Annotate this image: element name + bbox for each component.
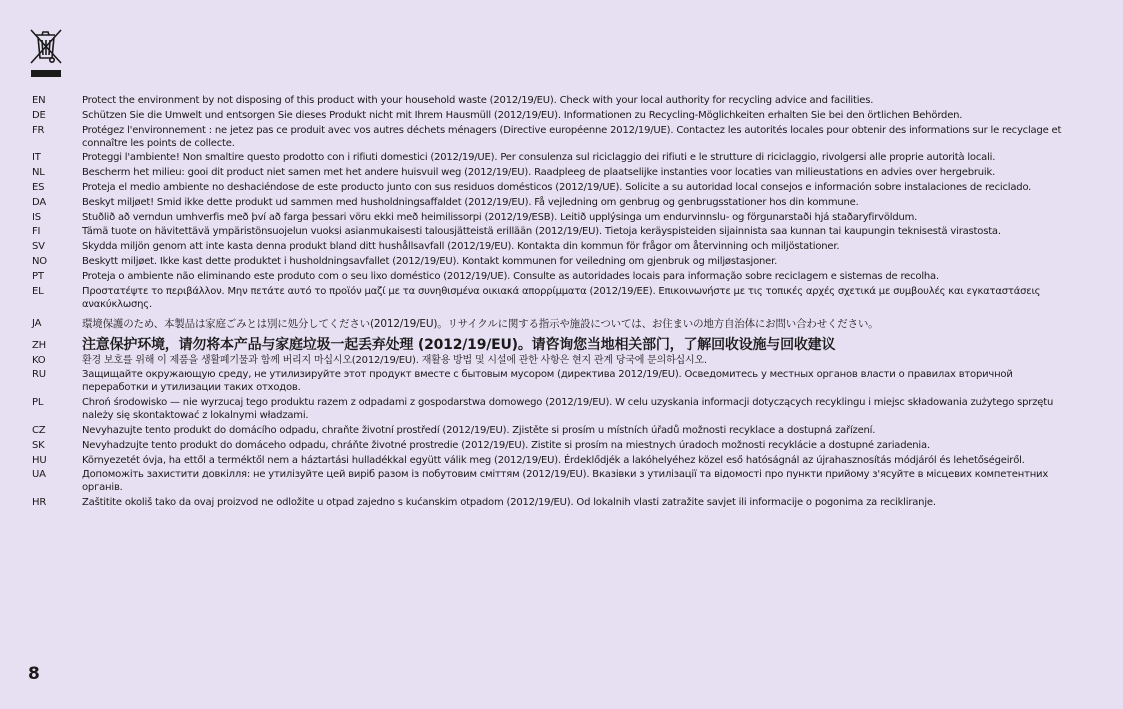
notice-text: Proteggi l'ambiente! Non smaltire questo prodotto con i rifiuti domestici (2012/19/UE). Per consulenza sul riciclaggio dei rifiuti e le strutture di riciclaggio, rivolgersi alle proprie autorità locali. [82, 152, 996, 164]
language-code: HU [32, 454, 47, 466]
notice-text: Zaštitite okoliš tako da ovaj proizvod ne odložite u otpad zajedno s kućanskim otpadom (2012/19/EU). Od lokalnih vlasti zatražite savjet ili informacije o pogonima za recikliranje. [82, 497, 936, 509]
language-code: PT [32, 270, 44, 282]
notice-row-no [32, 255, 1062, 268]
notice-text: Bescherm het milieu: gooi dit product niet samen met het andere huisvuil weg (2012/19/EU). Raadpleeg de plaatselijke instanties voor locaties van milieustations en advies over hergebruik. [82, 167, 996, 179]
language-code: IS [32, 211, 41, 223]
notice-row-fr [32, 124, 1062, 150]
notice-text: Schützen Sie die Umwelt und entsorgen Sie dieses Produkt nicht mit Ihrem Hausmüll (2012/19/EU). Informationen zu Recycling-Möglichkeiten erhalten Sie bei den örtlichen Behörden. [82, 109, 963, 121]
notice-text: Beskytt miljøet. Ikke kast dette produktet i husholdningsavfallet (2012/19/EU). Kontakt kommunen for veiledning om gjenbruk og miljøstasjoner. [82, 255, 778, 267]
notice-text: Stuðlið að verndun umhverfis með því að farga þessari vöru ekki með heimilissorpi (2012/19/ESB). Leitið upplýsinga um endurvinnslu- og förgunarstaði hjá staðaryfirvöldum. [82, 211, 918, 223]
notice-text: 注意保护环境，请勿将本产品与家庭垃圾一起丢弃处理 (2012/19/EU)。请咨询您当地相关部门，了解回收设施与回收建议 [82, 336, 836, 353]
notice-text: Nevyhadzujte tento produkt do domáceho odpadu, chráňte životné prostredie (2012/19/EU). Zistite si prosím na miestnych úradoch možnosti recyklácie a dostupné zariadenia. [82, 439, 930, 451]
language-code: DE [32, 109, 46, 121]
language-code: NO [32, 255, 47, 267]
language-code: ZH [32, 339, 46, 351]
notice-row-cz [32, 424, 1062, 437]
notice-row-ua [32, 468, 1062, 494]
notice-row-pt [32, 270, 1062, 283]
notice-row-ko [32, 354, 1062, 367]
notice-row-nl [32, 166, 1062, 179]
notice-text: Környezetét óvja, ha ettől a terméktől nem a háztartási hulladékkal együtt válik meg (2012/19/EU). Érdeklődjék a lakóhelyéhez közel eső hatóságnál az újrahasznosítás módjáról és lehetőségeiről. [82, 454, 1025, 466]
language-code: JA [32, 317, 42, 329]
language-code: SV [32, 241, 45, 253]
language-code: FI [32, 226, 41, 238]
notice-row-da [32, 196, 1062, 209]
notice-row-sv [32, 240, 1062, 253]
language-code: FR [32, 124, 45, 136]
notice-row-fi [32, 225, 1062, 238]
language-code: SK [32, 439, 45, 451]
notice-text: Proteja el medio ambiente no deshaciéndose de este producto junto con sus residuos domésticos (2012/19/UE). Solicite a su autoridad local consejos e información sobre instalaciones de reciclado. [82, 181, 1032, 193]
notice-text: Chroń środowisko — nie wyrzucaj tego produktu razem z odpadami z gospodarstwa domowego (2012/19/EU). W celu uzyskania informacji dotyczących recyklingu i miejsc składowania zużytego sprzętu należy się skontaktować z lokalnymi władzami. [82, 397, 1054, 422]
notice-text: Προστατέψτε το περιβάλλον. Μην πετάτε αυτό το προϊόν μαζί με τα συνηθισμένα οικιακά απορρίμματα (2012/19/ΕΕ). Επικοινωνήστε με τις τοπικές αρχές σχετικά με συμβουλές και εγκαταστάσεις ανακύκλωσης. [82, 285, 1041, 310]
notice-row-es [32, 181, 1062, 194]
notice-text: Proteja o ambiente não eliminando este produto com o seu lixo doméstico (2012/19/UE). Consulte as autoridades locais para informação sobre reciclagem e sistemas de recolha. [82, 270, 939, 282]
language-code: NL [32, 167, 45, 179]
language-code: RU [32, 369, 46, 381]
notice-row-hu [32, 454, 1062, 467]
language-code: DA [32, 196, 46, 208]
notice-text: Beskyt miljøet! Smid ikke dette produkt ud sammen med husholdningsaffaldet (2012/19/EU). Få vejledning om genbrug og genbrugsstationer hos din kommune. [82, 196, 859, 208]
notice-row-sk [32, 439, 1062, 452]
notice-text: Protégez l'environnement : ne jetez pas ce produit avec vos autres déchets ménagers (Directive européenne 2012/19/UE). Contactez les autorités locales pour obtenir des informations sur le recyclage et connaître les points de collecte. [82, 124, 1062, 149]
language-code: ES [32, 181, 45, 193]
notice-row-el [32, 285, 1062, 311]
language-code: PL [32, 397, 44, 409]
recycling-notice-list [32, 94, 1062, 511]
notice-row-pl [32, 396, 1062, 422]
notice-text: 環境保護のため、本製品は家庭ごみとは別に処分してください(2012/19/EU)。リサイクルに関する指示や施設については、お住まいの地方自治体にお問い合わせください。 [82, 317, 879, 330]
notice-text: Skydda miljön genom att inte kasta denna produkt bland ditt hushållsavfall (2012/19/EU). Kontakta din kommun för frågor om återvinning och miljöstationer. [82, 241, 840, 253]
notice-text: Nevyhazujte tento produkt do domácího odpadu, chraňte životní prostředí (2012/19/EU). Zjistěte si prosím u místních úřadů možnosti recyklace a dostupná zařízení. [82, 424, 876, 436]
notice-row-it [32, 151, 1062, 164]
language-code: UA [32, 469, 46, 481]
notice-row-en [32, 94, 1062, 107]
notice-row-hr [32, 496, 1062, 509]
notice-text: 환경 보호를 위해 이 제품을 생활폐기물과 함께 버리지 마십시오(2012/19/EU). 재활용 방법 및 시설에 관한 사항은 현지 관계 당국에 문의하십시오. [82, 354, 707, 366]
notice-row-zh [32, 336, 1062, 354]
page-number: 8 [28, 664, 40, 684]
notice-text: Tämä tuote on hävitettävä ympäristönsuojelun vuoksi asianmukaisesti talousjätteistä erillään (2012/19/EU). Tietoja keräyspisteiden sijainnista saa kunnan tai kaupungin teknisestä virastosta. [82, 226, 1001, 238]
notice-text: Protect the environment by not disposing of this product with your household waste (2012/19/EU). Check with your local authority for recycling advice and facilities. [82, 95, 874, 106]
language-code: KO [32, 354, 46, 366]
crossed-out-wheelie-bin-icon [28, 26, 64, 80]
notice-text: Защищайте окружающую среду, не утилизируйте этот продукт вместе с бытовым мусором (директива 2012/19/EU). Осведомитесь у местных органов власти о правилах вторичной переработки и утилизации таких отходов. [82, 369, 1013, 394]
notice-text: Допоможіть захистити довкілля: не утилізуйте цей виріб разом із побутовим сміттям (2012/19/EU). Вказівки з утилізації та відомості про пункти прийому з'ясуйте в місцевих компетентних органів. [82, 469, 1049, 494]
notice-row-is [32, 211, 1062, 224]
language-code: EL [32, 285, 44, 297]
notice-row-ja [32, 317, 1062, 332]
language-code: EN [32, 95, 46, 106]
language-code: HR [32, 497, 47, 509]
language-code: IT [32, 152, 41, 164]
notice-row-de [32, 109, 1062, 122]
notice-row-ru [32, 368, 1062, 394]
language-code: CZ [32, 424, 46, 436]
